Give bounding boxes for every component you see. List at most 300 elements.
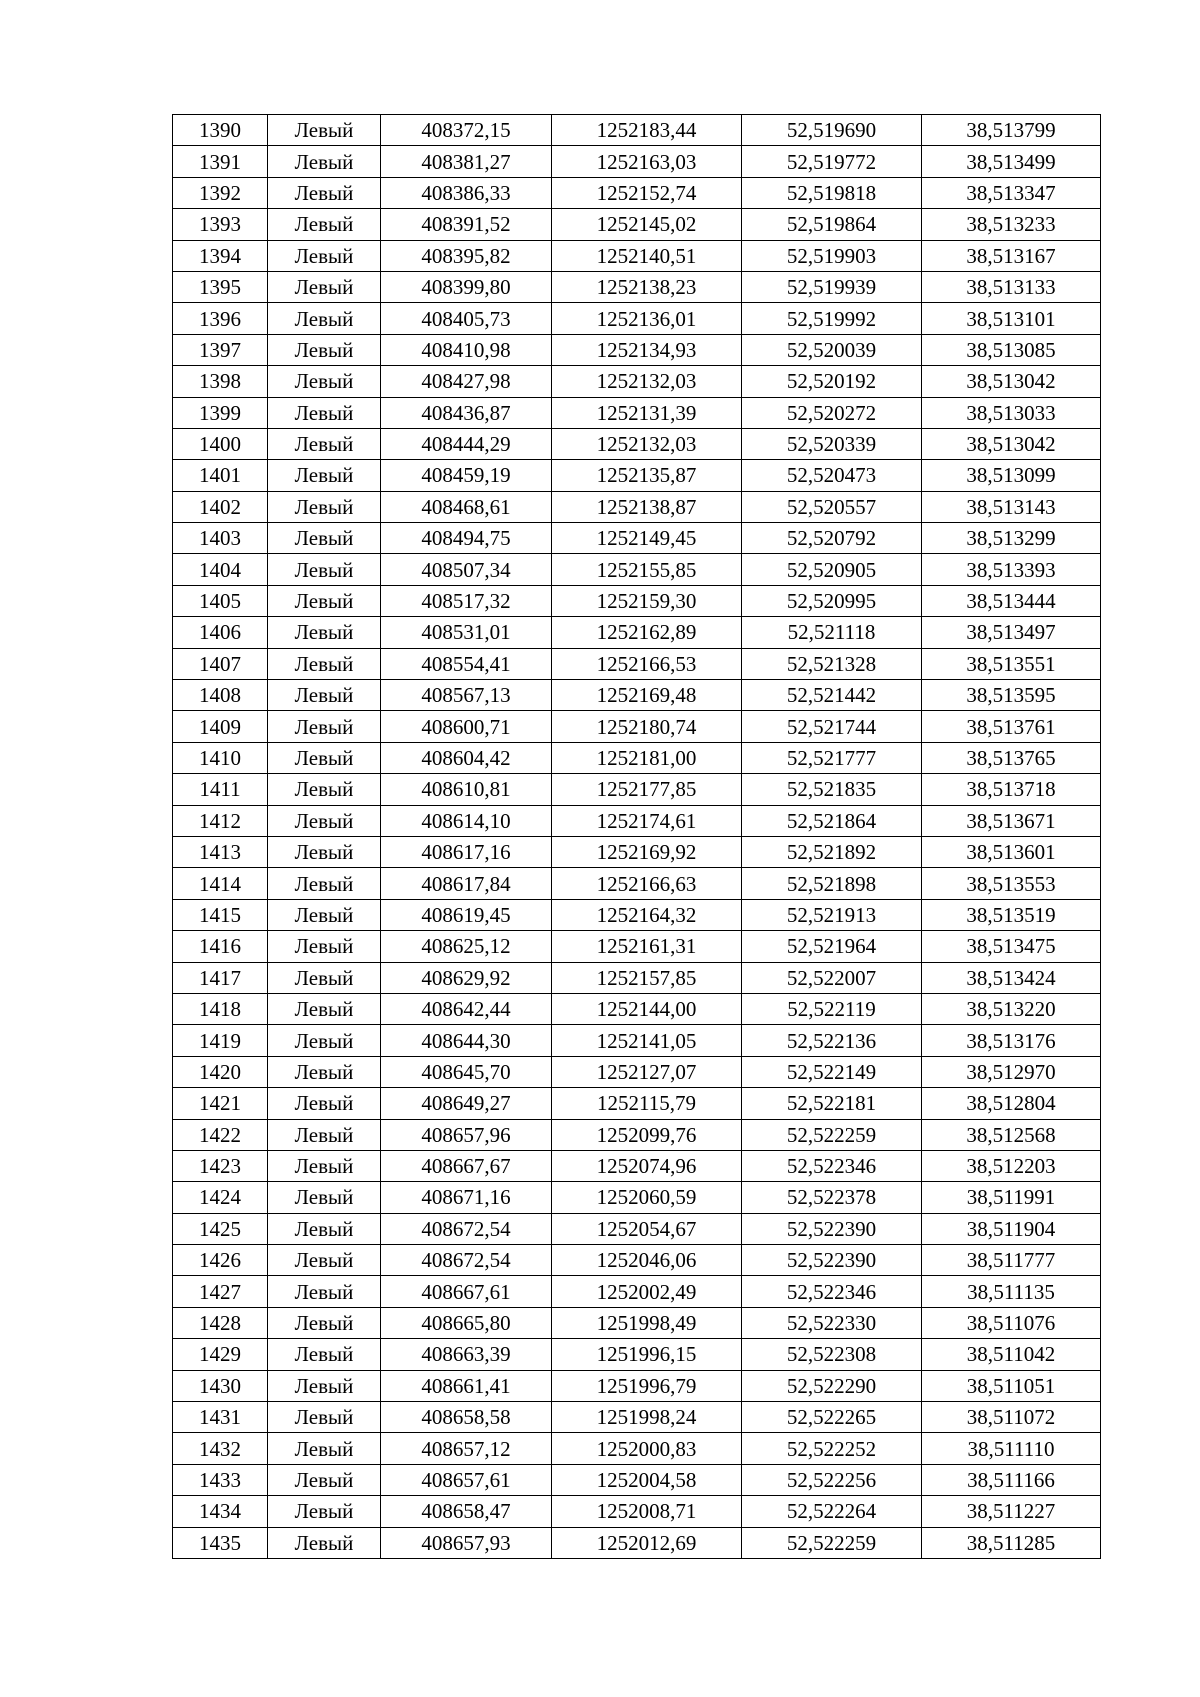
- y-coordinate-cell: 1252181,00: [552, 742, 742, 773]
- table-row: [173, 240, 1101, 271]
- side-cell: Левый: [268, 1433, 381, 1464]
- y-coordinate-cell: 1252008,71: [552, 1496, 742, 1527]
- side-cell: Левый: [268, 1150, 381, 1181]
- y-coordinate-cell: 1251998,49: [552, 1307, 742, 1338]
- point-number-cell: 1431: [173, 1402, 268, 1433]
- latitude-cell: 52,521442: [742, 680, 922, 711]
- latitude-cell: 52,520557: [742, 491, 922, 522]
- longitude-cell: 38,511076: [922, 1307, 1101, 1338]
- longitude-cell: 38,513133: [922, 271, 1101, 302]
- x-coordinate-cell: 408658,47: [381, 1496, 552, 1527]
- table-row: [173, 805, 1101, 836]
- y-coordinate-cell: 1252145,02: [552, 209, 742, 240]
- latitude-cell: 52,521835: [742, 774, 922, 805]
- y-coordinate-cell: 1252054,67: [552, 1213, 742, 1244]
- side-cell: Левый: [268, 836, 381, 867]
- longitude-cell: 38,512970: [922, 1056, 1101, 1087]
- point-number-cell: 1400: [173, 428, 268, 459]
- latitude-cell: 52,519992: [742, 303, 922, 334]
- x-coordinate-cell: 408665,80: [381, 1307, 552, 1338]
- table-row: [173, 1245, 1101, 1276]
- y-coordinate-cell: 1252002,49: [552, 1276, 742, 1307]
- longitude-cell: 38,513101: [922, 303, 1101, 334]
- x-coordinate-cell: 408672,54: [381, 1213, 552, 1244]
- x-coordinate-cell: 408642,44: [381, 993, 552, 1024]
- x-coordinate-cell: 408671,16: [381, 1182, 552, 1213]
- side-cell: Левый: [268, 1245, 381, 1276]
- y-coordinate-cell: 1252000,83: [552, 1433, 742, 1464]
- x-coordinate-cell: 408410,98: [381, 334, 552, 365]
- table-row: [173, 523, 1101, 554]
- y-coordinate-cell: 1252177,85: [552, 774, 742, 805]
- point-number-cell: 1406: [173, 617, 268, 648]
- x-coordinate-cell: 408391,52: [381, 209, 552, 240]
- y-coordinate-cell: 1251996,15: [552, 1339, 742, 1370]
- table-row: [173, 868, 1101, 899]
- point-number-cell: 1411: [173, 774, 268, 805]
- x-coordinate-cell: 408531,01: [381, 617, 552, 648]
- point-number-cell: 1413: [173, 836, 268, 867]
- table-row: [173, 1182, 1101, 1213]
- point-number-cell: 1424: [173, 1182, 268, 1213]
- side-cell: Левый: [268, 585, 381, 616]
- y-coordinate-cell: 1252180,74: [552, 711, 742, 742]
- table-row: [173, 460, 1101, 491]
- table-row: [173, 742, 1101, 773]
- y-coordinate-cell: 1252136,01: [552, 303, 742, 334]
- x-coordinate-cell: 408661,41: [381, 1370, 552, 1401]
- side-cell: Левый: [268, 240, 381, 271]
- table-row: [173, 617, 1101, 648]
- y-coordinate-cell: 1252164,32: [552, 899, 742, 930]
- longitude-cell: 38,511110: [922, 1433, 1101, 1464]
- longitude-cell: 38,511777: [922, 1245, 1101, 1276]
- point-number-cell: 1419: [173, 1025, 268, 1056]
- side-cell: Левый: [268, 334, 381, 365]
- latitude-cell: 52,521892: [742, 836, 922, 867]
- side-cell: Левый: [268, 146, 381, 177]
- latitude-cell: 52,522390: [742, 1213, 922, 1244]
- point-number-cell: 1405: [173, 585, 268, 616]
- side-cell: Левый: [268, 868, 381, 899]
- x-coordinate-cell: 408386,33: [381, 177, 552, 208]
- latitude-cell: 52,522149: [742, 1056, 922, 1087]
- longitude-cell: 38,512203: [922, 1150, 1101, 1181]
- x-coordinate-cell: 408663,39: [381, 1339, 552, 1370]
- latitude-cell: 52,522259: [742, 1119, 922, 1150]
- longitude-cell: 38,511051: [922, 1370, 1101, 1401]
- side-cell: Левый: [268, 1088, 381, 1119]
- longitude-cell: 38,513497: [922, 617, 1101, 648]
- y-coordinate-cell: 1252174,61: [552, 805, 742, 836]
- point-number-cell: 1414: [173, 868, 268, 899]
- side-cell: Левый: [268, 742, 381, 773]
- y-coordinate-cell: 1252046,06: [552, 1245, 742, 1276]
- longitude-cell: 38,513475: [922, 931, 1101, 962]
- table-row: [173, 1370, 1101, 1401]
- x-coordinate-cell: 408517,32: [381, 585, 552, 616]
- point-number-cell: 1407: [173, 648, 268, 679]
- longitude-cell: 38,513393: [922, 554, 1101, 585]
- side-cell: Левый: [268, 931, 381, 962]
- y-coordinate-cell: 1252166,63: [552, 868, 742, 899]
- x-coordinate-cell: 408436,87: [381, 397, 552, 428]
- x-coordinate-cell: 408657,61: [381, 1464, 552, 1495]
- longitude-cell: 38,511904: [922, 1213, 1101, 1244]
- point-number-cell: 1401: [173, 460, 268, 491]
- y-coordinate-cell: 1252115,79: [552, 1088, 742, 1119]
- side-cell: Левый: [268, 1307, 381, 1338]
- point-number-cell: 1393: [173, 209, 268, 240]
- latitude-cell: 52,522390: [742, 1245, 922, 1276]
- table-row: [173, 303, 1101, 334]
- side-cell: Левый: [268, 1182, 381, 1213]
- table-row: [173, 1119, 1101, 1150]
- point-number-cell: 1391: [173, 146, 268, 177]
- y-coordinate-cell: 1252163,03: [552, 146, 742, 177]
- table-row: [173, 1088, 1101, 1119]
- point-number-cell: 1420: [173, 1056, 268, 1087]
- table-row: [173, 271, 1101, 302]
- side-cell: Левый: [268, 648, 381, 679]
- longitude-cell: 38,513799: [922, 115, 1101, 146]
- x-coordinate-cell: 408667,61: [381, 1276, 552, 1307]
- x-coordinate-cell: 408554,41: [381, 648, 552, 679]
- longitude-cell: 38,511285: [922, 1527, 1101, 1558]
- coordinates-table-body: [173, 115, 1101, 1559]
- table-row: [173, 1025, 1101, 1056]
- x-coordinate-cell: 408657,93: [381, 1527, 552, 1558]
- point-number-cell: 1428: [173, 1307, 268, 1338]
- longitude-cell: 38,513099: [922, 460, 1101, 491]
- longitude-cell: 38,513765: [922, 742, 1101, 773]
- coordinates-table: [172, 114, 1101, 1559]
- point-number-cell: 1408: [173, 680, 268, 711]
- latitude-cell: 52,519903: [742, 240, 922, 271]
- table-row: [173, 177, 1101, 208]
- x-coordinate-cell: 408658,58: [381, 1402, 552, 1433]
- point-number-cell: 1417: [173, 962, 268, 993]
- latitude-cell: 52,521964: [742, 931, 922, 962]
- y-coordinate-cell: 1252161,31: [552, 931, 742, 962]
- longitude-cell: 38,513718: [922, 774, 1101, 805]
- latitude-cell: 52,521864: [742, 805, 922, 836]
- table-row: [173, 962, 1101, 993]
- point-number-cell: 1395: [173, 271, 268, 302]
- table-row: [173, 899, 1101, 930]
- table-row: [173, 1213, 1101, 1244]
- table-row: [173, 397, 1101, 428]
- side-cell: Левый: [268, 460, 381, 491]
- point-number-cell: 1403: [173, 523, 268, 554]
- x-coordinate-cell: 408459,19: [381, 460, 552, 491]
- x-coordinate-cell: 408617,16: [381, 836, 552, 867]
- latitude-cell: 52,520192: [742, 366, 922, 397]
- latitude-cell: 52,519772: [742, 146, 922, 177]
- table-row: [173, 1433, 1101, 1464]
- table-row: [173, 366, 1101, 397]
- latitude-cell: 52,520905: [742, 554, 922, 585]
- y-coordinate-cell: 1251996,79: [552, 1370, 742, 1401]
- x-coordinate-cell: 408649,27: [381, 1088, 552, 1119]
- table-row: [173, 491, 1101, 522]
- y-coordinate-cell: 1252127,07: [552, 1056, 742, 1087]
- x-coordinate-cell: 408494,75: [381, 523, 552, 554]
- latitude-cell: 52,522265: [742, 1402, 922, 1433]
- latitude-cell: 52,522346: [742, 1150, 922, 1181]
- latitude-cell: 52,522119: [742, 993, 922, 1024]
- longitude-cell: 38,513553: [922, 868, 1101, 899]
- latitude-cell: 52,522256: [742, 1464, 922, 1495]
- table-row: [173, 1496, 1101, 1527]
- y-coordinate-cell: 1252135,87: [552, 460, 742, 491]
- side-cell: Левый: [268, 1056, 381, 1087]
- point-number-cell: 1394: [173, 240, 268, 271]
- y-coordinate-cell: 1252004,58: [552, 1464, 742, 1495]
- y-coordinate-cell: 1252138,23: [552, 271, 742, 302]
- latitude-cell: 52,521913: [742, 899, 922, 930]
- y-coordinate-cell: 1252166,53: [552, 648, 742, 679]
- latitude-cell: 52,521744: [742, 711, 922, 742]
- side-cell: Левый: [268, 397, 381, 428]
- latitude-cell: 52,519939: [742, 271, 922, 302]
- latitude-cell: 52,520473: [742, 460, 922, 491]
- y-coordinate-cell: 1252131,39: [552, 397, 742, 428]
- y-coordinate-cell: 1252099,76: [552, 1119, 742, 1150]
- side-cell: Левый: [268, 1464, 381, 1495]
- x-coordinate-cell: 408600,71: [381, 711, 552, 742]
- point-number-cell: 1398: [173, 366, 268, 397]
- x-coordinate-cell: 408399,80: [381, 271, 552, 302]
- y-coordinate-cell: 1252074,96: [552, 1150, 742, 1181]
- longitude-cell: 38,513143: [922, 491, 1101, 522]
- x-coordinate-cell: 408619,45: [381, 899, 552, 930]
- side-cell: Левый: [268, 523, 381, 554]
- y-coordinate-cell: 1252169,92: [552, 836, 742, 867]
- point-number-cell: 1404: [173, 554, 268, 585]
- side-cell: Левый: [268, 1119, 381, 1150]
- longitude-cell: 38,513519: [922, 899, 1101, 930]
- latitude-cell: 52,522346: [742, 1276, 922, 1307]
- side-cell: Левый: [268, 1025, 381, 1056]
- longitude-cell: 38,512804: [922, 1088, 1101, 1119]
- y-coordinate-cell: 1252132,03: [552, 366, 742, 397]
- x-coordinate-cell: 408672,54: [381, 1245, 552, 1276]
- latitude-cell: 52,522378: [742, 1182, 922, 1213]
- point-number-cell: 1422: [173, 1119, 268, 1150]
- x-coordinate-cell: 408645,70: [381, 1056, 552, 1087]
- table-row: [173, 711, 1101, 742]
- y-coordinate-cell: 1252060,59: [552, 1182, 742, 1213]
- side-cell: Левый: [268, 962, 381, 993]
- y-coordinate-cell: 1252155,85: [552, 554, 742, 585]
- latitude-cell: 52,521898: [742, 868, 922, 899]
- side-cell: Левый: [268, 711, 381, 742]
- point-number-cell: 1426: [173, 1245, 268, 1276]
- latitude-cell: 52,522264: [742, 1496, 922, 1527]
- longitude-cell: 38,512568: [922, 1119, 1101, 1150]
- latitude-cell: 52,522308: [742, 1339, 922, 1370]
- x-coordinate-cell: 408381,27: [381, 146, 552, 177]
- point-number-cell: 1425: [173, 1213, 268, 1244]
- point-number-cell: 1423: [173, 1150, 268, 1181]
- table-row: [173, 1464, 1101, 1495]
- longitude-cell: 38,511166: [922, 1464, 1101, 1495]
- x-coordinate-cell: 408617,84: [381, 868, 552, 899]
- longitude-cell: 38,513347: [922, 177, 1101, 208]
- y-coordinate-cell: 1252138,87: [552, 491, 742, 522]
- table-row: [173, 428, 1101, 459]
- latitude-cell: 52,521118: [742, 617, 922, 648]
- x-coordinate-cell: 408427,98: [381, 366, 552, 397]
- latitude-cell: 52,521777: [742, 742, 922, 773]
- point-number-cell: 1416: [173, 931, 268, 962]
- latitude-cell: 52,522252: [742, 1433, 922, 1464]
- y-coordinate-cell: 1251998,24: [552, 1402, 742, 1433]
- y-coordinate-cell: 1252183,44: [552, 115, 742, 146]
- longitude-cell: 38,513042: [922, 366, 1101, 397]
- side-cell: Левый: [268, 209, 381, 240]
- latitude-cell: 52,522290: [742, 1370, 922, 1401]
- side-cell: Левый: [268, 1339, 381, 1370]
- latitude-cell: 52,520272: [742, 397, 922, 428]
- latitude-cell: 52,519818: [742, 177, 922, 208]
- latitude-cell: 52,521328: [742, 648, 922, 679]
- table-row: [173, 680, 1101, 711]
- longitude-cell: 38,513499: [922, 146, 1101, 177]
- x-coordinate-cell: 408610,81: [381, 774, 552, 805]
- y-coordinate-cell: 1252132,03: [552, 428, 742, 459]
- table-row: [173, 993, 1101, 1024]
- longitude-cell: 38,513167: [922, 240, 1101, 271]
- side-cell: Левый: [268, 115, 381, 146]
- longitude-cell: 38,513444: [922, 585, 1101, 616]
- table-row: [173, 1339, 1101, 1370]
- x-coordinate-cell: 408657,96: [381, 1119, 552, 1150]
- longitude-cell: 38,513233: [922, 209, 1101, 240]
- longitude-cell: 38,511991: [922, 1182, 1101, 1213]
- side-cell: Левый: [268, 428, 381, 459]
- side-cell: Левый: [268, 1213, 381, 1244]
- x-coordinate-cell: 408507,34: [381, 554, 552, 585]
- side-cell: Левый: [268, 271, 381, 302]
- side-cell: Левый: [268, 680, 381, 711]
- side-cell: Левый: [268, 993, 381, 1024]
- point-number-cell: 1415: [173, 899, 268, 930]
- point-number-cell: 1402: [173, 491, 268, 522]
- side-cell: Левый: [268, 491, 381, 522]
- table-row: [173, 1276, 1101, 1307]
- table-row: [173, 146, 1101, 177]
- y-coordinate-cell: 1252159,30: [552, 585, 742, 616]
- point-number-cell: 1390: [173, 115, 268, 146]
- y-coordinate-cell: 1252144,00: [552, 993, 742, 1024]
- latitude-cell: 52,520339: [742, 428, 922, 459]
- point-number-cell: 1430: [173, 1370, 268, 1401]
- x-coordinate-cell: 408614,10: [381, 805, 552, 836]
- table-row: [173, 931, 1101, 962]
- point-number-cell: 1433: [173, 1464, 268, 1495]
- side-cell: Левый: [268, 554, 381, 585]
- table-row: [173, 209, 1101, 240]
- latitude-cell: 52,519690: [742, 115, 922, 146]
- x-coordinate-cell: 408372,15: [381, 115, 552, 146]
- side-cell: Левый: [268, 177, 381, 208]
- table-row: [173, 1527, 1101, 1558]
- point-number-cell: 1432: [173, 1433, 268, 1464]
- point-number-cell: 1397: [173, 334, 268, 365]
- latitude-cell: 52,522259: [742, 1527, 922, 1558]
- longitude-cell: 38,513551: [922, 648, 1101, 679]
- longitude-cell: 38,511072: [922, 1402, 1101, 1433]
- table-row: [173, 836, 1101, 867]
- side-cell: Левый: [268, 303, 381, 334]
- y-coordinate-cell: 1252141,05: [552, 1025, 742, 1056]
- point-number-cell: 1434: [173, 1496, 268, 1527]
- point-number-cell: 1396: [173, 303, 268, 334]
- longitude-cell: 38,513299: [922, 523, 1101, 554]
- x-coordinate-cell: 408657,12: [381, 1433, 552, 1464]
- side-cell: Левый: [268, 1276, 381, 1307]
- x-coordinate-cell: 408405,73: [381, 303, 552, 334]
- side-cell: Левый: [268, 1496, 381, 1527]
- latitude-cell: 52,520792: [742, 523, 922, 554]
- latitude-cell: 52,519864: [742, 209, 922, 240]
- y-coordinate-cell: 1252149,45: [552, 523, 742, 554]
- x-coordinate-cell: 408625,12: [381, 931, 552, 962]
- longitude-cell: 38,513601: [922, 836, 1101, 867]
- point-number-cell: 1410: [173, 742, 268, 773]
- longitude-cell: 38,513033: [922, 397, 1101, 428]
- longitude-cell: 38,511135: [922, 1276, 1101, 1307]
- latitude-cell: 52,522330: [742, 1307, 922, 1338]
- point-number-cell: 1427: [173, 1276, 268, 1307]
- point-number-cell: 1435: [173, 1527, 268, 1558]
- side-cell: Левый: [268, 1527, 381, 1558]
- point-number-cell: 1409: [173, 711, 268, 742]
- longitude-cell: 38,513595: [922, 680, 1101, 711]
- latitude-cell: 52,520995: [742, 585, 922, 616]
- longitude-cell: 38,511042: [922, 1339, 1101, 1370]
- table-row: [173, 1402, 1101, 1433]
- point-number-cell: 1429: [173, 1339, 268, 1370]
- point-number-cell: 1412: [173, 805, 268, 836]
- side-cell: Левый: [268, 1402, 381, 1433]
- latitude-cell: 52,522007: [742, 962, 922, 993]
- longitude-cell: 38,513424: [922, 962, 1101, 993]
- point-number-cell: 1399: [173, 397, 268, 428]
- table-row: [173, 585, 1101, 616]
- x-coordinate-cell: 408567,13: [381, 680, 552, 711]
- x-coordinate-cell: 408395,82: [381, 240, 552, 271]
- y-coordinate-cell: 1252152,74: [552, 177, 742, 208]
- table-row: [173, 334, 1101, 365]
- x-coordinate-cell: 408667,67: [381, 1150, 552, 1181]
- longitude-cell: 38,513085: [922, 334, 1101, 365]
- point-number-cell: 1392: [173, 177, 268, 208]
- table-row: [173, 1150, 1101, 1181]
- longitude-cell: 38,511227: [922, 1496, 1101, 1527]
- table-row: [173, 1307, 1101, 1338]
- x-coordinate-cell: 408604,42: [381, 742, 552, 773]
- latitude-cell: 52,522136: [742, 1025, 922, 1056]
- side-cell: Левый: [268, 805, 381, 836]
- side-cell: Левый: [268, 617, 381, 648]
- table-row: [173, 1056, 1101, 1087]
- table-row: [173, 648, 1101, 679]
- table-row: [173, 554, 1101, 585]
- x-coordinate-cell: 408444,29: [381, 428, 552, 459]
